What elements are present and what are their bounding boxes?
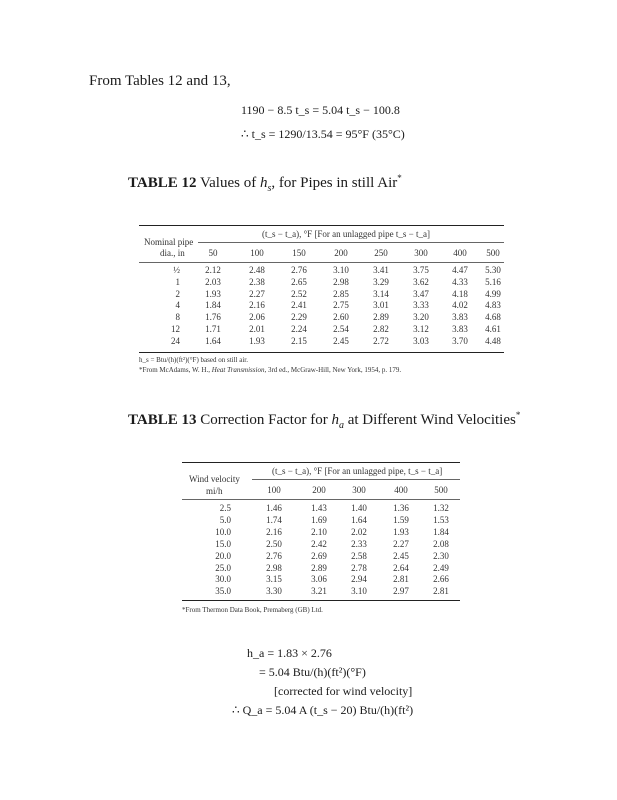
table12-title-sub: s — [267, 183, 272, 194]
table-cell: 3.06 — [311, 574, 327, 585]
table-cell: 2.97 — [393, 586, 409, 597]
table-cell: 1.40 — [351, 503, 367, 513]
table-cell: 3.41 — [373, 265, 389, 275]
equation-line-1: 1190 − 8.5 t_s = 5.04 t_s − 100.8 — [241, 103, 400, 117]
table-cell: 3.10 — [333, 265, 349, 275]
table-cell: 2.64 — [393, 562, 409, 573]
table13-row-velocity: 15.0 — [215, 538, 231, 549]
table12-footnote-2-pre: *From McAdams, W. H., — [139, 366, 212, 374]
table12-footnote-2-title: Heat Transmission — [211, 366, 265, 374]
table13-column-header: 400 — [394, 485, 408, 495]
table-cell: 2.42 — [311, 538, 327, 549]
calc-line-1: h_a = 1.83 × 2.76 — [247, 646, 332, 660]
table-cell: 3.29 — [373, 276, 389, 287]
table-cell: 2.33 — [351, 538, 367, 549]
table-cell: 3.30 — [266, 586, 282, 597]
table13-row-velocity: 20.0 — [215, 550, 231, 561]
table-cell: 2.12 — [205, 265, 221, 275]
table13-caption — [128, 410, 520, 431]
table-cell: 1.93 — [393, 526, 409, 537]
table12-row-header-2: dia., in — [160, 248, 185, 258]
table12-row-header-1: Nominal pipe — [144, 237, 194, 247]
table12-row-dia: 4 — [175, 300, 180, 311]
table-cell: 1.71 — [205, 324, 221, 334]
table-cell: 3.01 — [373, 300, 389, 311]
table-cell: 2.69 — [311, 550, 327, 561]
table-cell: 2.65 — [291, 276, 307, 287]
table13-span-rule — [252, 479, 460, 480]
table-cell: 3.83 — [452, 312, 468, 323]
calc-line-2: = 5.04 Btu/(h)(ft²)(°F) — [259, 665, 366, 679]
table-cell: 1.93 — [249, 335, 265, 346]
table-cell: 3.70 — [452, 335, 468, 346]
table12-row-dia: 1 — [175, 276, 180, 287]
table-cell: 2.03 — [205, 276, 221, 287]
table-cell: 2.81 — [393, 574, 409, 585]
table12-top-rule — [139, 225, 504, 226]
table-cell: 1.43 — [311, 503, 327, 513]
table12-title-post: , for Pipes in still Air — [271, 175, 398, 191]
table-cell: 2.72 — [373, 335, 389, 346]
table13-column-header: 200 — [312, 485, 326, 495]
table-cell: 2.60 — [333, 312, 349, 323]
table-cell: 2.16 — [266, 526, 282, 537]
table-cell: 4.02 — [452, 300, 468, 311]
table-cell: 5.30 — [485, 265, 501, 275]
table-cell: 2.89 — [373, 312, 389, 323]
table13-row-header-1: Wind velocity — [189, 474, 240, 484]
table-cell: 2.16 — [249, 300, 265, 311]
table-cell: 2.08 — [433, 538, 449, 549]
table-cell: 4.61 — [485, 324, 501, 334]
table-cell: 1.74 — [266, 514, 282, 525]
table12-span-header: (t_s − t_a), °F [For an unlagged pipe t_s − t_a] — [262, 229, 430, 239]
table-cell: 3.33 — [413, 300, 429, 311]
table-cell: 2.27 — [249, 288, 265, 299]
table-cell: 1.32 — [433, 503, 449, 513]
table13-row-velocity: 25.0 — [215, 562, 231, 573]
table-cell: 2.76 — [266, 550, 282, 561]
table-cell: 3.21 — [311, 586, 327, 597]
table-cell: 2.52 — [291, 288, 307, 299]
table12-footnote-2-post: , 3rd ed., McGraw-Hill, New York, 1954, p. 179. — [264, 366, 402, 374]
table-cell: 2.29 — [291, 312, 307, 323]
table12-header-rule — [139, 262, 504, 263]
table-cell: 2.38 — [249, 276, 265, 287]
table-cell: 1.76 — [205, 312, 221, 323]
table-cell: 4.48 — [485, 335, 501, 346]
table-cell: 2.48 — [249, 265, 265, 275]
table13-footnote: *From Thermon Data Book, Premaberg (GB) Ltd. — [182, 606, 323, 614]
table13-top-rule — [182, 462, 460, 463]
table-cell: 2.78 — [351, 562, 367, 573]
table13-header-rule — [182, 499, 460, 500]
table12-column-header: 100 — [250, 248, 264, 258]
table12-label: TABLE 12 — [128, 175, 197, 191]
table13-title-post: at Different Wind Velocities — [343, 412, 516, 428]
table12-row-dia: 8 — [175, 312, 180, 323]
table12-footnote-2 — [139, 366, 401, 374]
table-cell: 2.89 — [311, 562, 327, 573]
table-cell: 4.47 — [452, 265, 468, 275]
table12-caption — [128, 173, 402, 194]
table-cell: 2.41 — [291, 300, 307, 311]
table13-row-velocity: 5.0 — [219, 514, 231, 525]
table12-row-dia: 24 — [171, 335, 180, 346]
table12-column-header: 50 — [208, 248, 218, 258]
table-cell: 1.59 — [393, 514, 409, 525]
table-cell: 3.03 — [413, 335, 429, 346]
table-cell: 3.12 — [413, 324, 429, 334]
table12-row-dia: ½ — [173, 265, 180, 275]
table-cell: 2.75 — [333, 300, 349, 311]
calc-line-4: ∴ Q_a = 5.04 A (t_s − 20) Btu/(h)(ft²) — [232, 703, 414, 717]
table-cell: 4.99 — [485, 288, 501, 299]
table13-span-header: (t_s − t_a), °F [For an unlagged pipe, t_s − t_a] — [272, 466, 443, 476]
table-cell: 2.10 — [311, 526, 327, 537]
table-cell: 1.64 — [205, 335, 221, 346]
table13-title-sym: h — [331, 412, 339, 428]
table-cell: 2.58 — [351, 550, 367, 561]
table-cell: 3.14 — [373, 288, 389, 299]
table-cell: 2.49 — [433, 562, 449, 573]
table-cell: 2.50 — [266, 538, 282, 549]
table12-bottom-rule — [139, 352, 504, 353]
table-cell: 2.45 — [393, 550, 409, 561]
table-cell: 2.98 — [333, 276, 349, 287]
table12-column-header: 200 — [334, 248, 348, 258]
table-cell: 1.69 — [311, 514, 327, 525]
table-cell: 4.18 — [452, 288, 468, 299]
table12-column-header: 300 — [414, 248, 428, 258]
table-cell: 2.02 — [351, 526, 367, 537]
table-cell: 2.24 — [291, 324, 307, 334]
table-cell: 2.45 — [333, 335, 349, 346]
table-cell: 2.98 — [266, 562, 282, 573]
table-cell: 2.01 — [249, 324, 265, 334]
table12-column-header: 400 — [453, 248, 467, 258]
table-cell: 1.46 — [266, 503, 282, 513]
table-cell: 5.16 — [485, 276, 501, 287]
intro-text: From Tables 12 and 13, — [89, 73, 231, 89]
calc-line-3: [corrected for wind velocity] — [274, 684, 413, 698]
table-cell: 2.15 — [291, 335, 307, 346]
table-cell: 2.27 — [393, 538, 409, 549]
table-cell: 3.15 — [266, 574, 282, 585]
table12-title-mark: * — [397, 173, 402, 183]
table-cell: 1.36 — [393, 503, 409, 513]
table13-row-velocity: 35.0 — [215, 586, 231, 597]
table-cell: 3.75 — [413, 265, 429, 275]
table-cell: 2.82 — [373, 324, 389, 334]
table13-column-header: 300 — [352, 485, 366, 495]
table13-title-pre: Correction Factor for — [200, 412, 332, 428]
table-cell: 2.06 — [249, 312, 265, 323]
table-cell: 1.84 — [433, 526, 449, 537]
table13-label: TABLE 13 — [128, 412, 197, 428]
table12-row-dia: 12 — [171, 324, 180, 334]
table-cell: 1.53 — [433, 514, 449, 525]
table12-footnote-1: h_s = Btu/(h)(ft²)(°F) based on still air. — [139, 356, 248, 364]
table-cell: 3.20 — [413, 312, 429, 323]
table13-row-header-2: mi/h — [206, 486, 223, 496]
equation-line-2: ∴ t_s = 1290/13.54 = 95°F (35°C) — [241, 127, 405, 141]
table-cell: 2.81 — [433, 586, 449, 597]
table12-title-sym: h — [259, 175, 268, 191]
table-cell: 4.33 — [452, 276, 468, 287]
table13-title-sub: a — [338, 420, 344, 431]
table13-bottom-rule — [182, 600, 460, 601]
table-cell: 4.83 — [485, 300, 501, 311]
table-cell: 1.84 — [205, 300, 221, 311]
table12-title-pre: Values of — [199, 175, 260, 191]
table12-column-header: 150 — [292, 248, 306, 258]
table12-row-dia: 2 — [175, 288, 180, 299]
table-cell: 3.83 — [452, 324, 468, 334]
table-cell: 3.47 — [413, 288, 429, 299]
table13-row-velocity: 30.0 — [215, 574, 231, 585]
table-cell: 3.10 — [351, 586, 367, 597]
table-cell: 2.66 — [433, 574, 449, 585]
table12-span-rule — [198, 242, 504, 243]
table-cell: 2.76 — [291, 265, 307, 275]
table13-column-header: 500 — [434, 485, 448, 495]
table-cell: 3.62 — [413, 276, 429, 287]
table13-row-velocity: 10.0 — [215, 526, 231, 537]
table13-column-header: 100 — [267, 485, 281, 495]
table-cell: 1.93 — [205, 288, 221, 299]
table-cell: 2.54 — [333, 324, 349, 334]
table-cell: 2.94 — [351, 574, 367, 585]
table13-row-velocity: 2.5 — [219, 503, 231, 513]
table13-title-mark: * — [515, 410, 521, 420]
table-cell: 2.30 — [433, 550, 449, 561]
table-cell: 2.85 — [333, 288, 349, 299]
table-cell: 4.68 — [485, 312, 501, 323]
table12-column-header: 250 — [374, 248, 388, 258]
table-cell: 1.64 — [351, 514, 367, 525]
table12-column-header: 500 — [486, 248, 500, 258]
